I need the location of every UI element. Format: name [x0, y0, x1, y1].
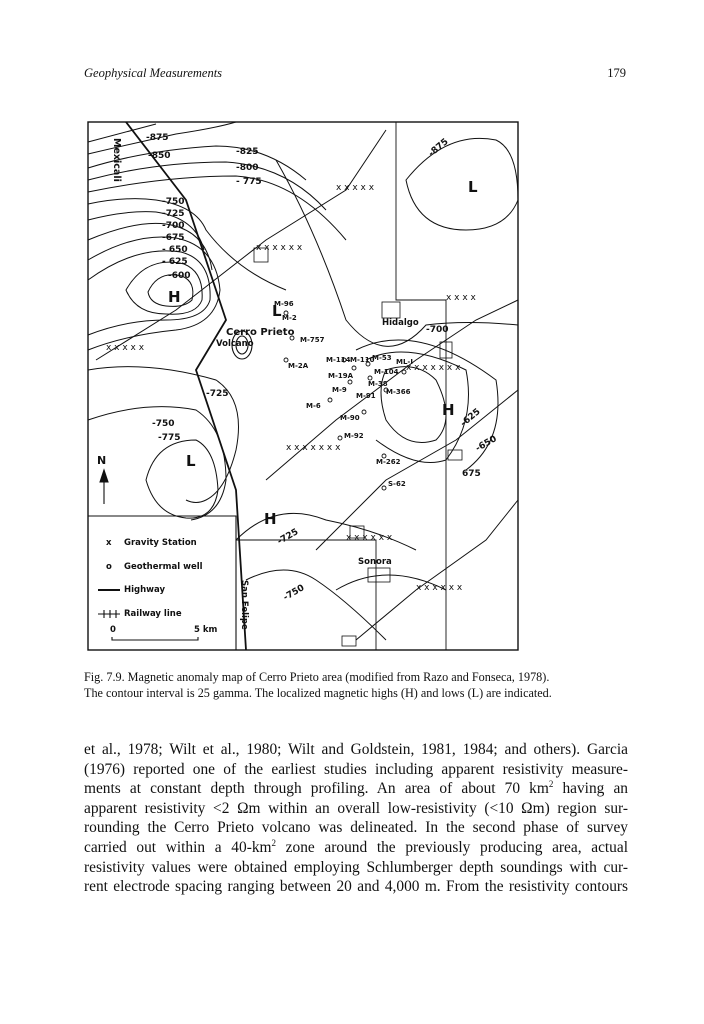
- label-m675: -675: [162, 233, 185, 243]
- well-ml1: ML-I: [396, 358, 413, 366]
- well-m9: M-9: [332, 386, 347, 394]
- figure-caption: [84, 669, 628, 701]
- svg-text:x x x x x x: x x x x x x: [256, 243, 303, 253]
- legend-well-symbol: o: [106, 562, 112, 572]
- well-m19a: M-19A: [328, 372, 354, 380]
- page-number: 179: [607, 66, 626, 80]
- label-m725-low: -725: [275, 527, 301, 548]
- marker-high-3: H: [264, 510, 277, 528]
- legend-highway-label: Highway: [124, 585, 166, 595]
- legend-railway-label: Railway line: [124, 609, 182, 619]
- well-m90: M-90: [340, 414, 360, 422]
- label-m625-right: -625: [458, 406, 483, 430]
- svg-text:x x x x x x: x x x x x x: [416, 583, 463, 593]
- svg-text:x x x x x x x: x x x x x x x: [406, 363, 461, 373]
- well-m2a: M-2A: [288, 362, 309, 370]
- well-m2: M-2: [282, 314, 297, 322]
- caption-line: The contour interval is 25 gamma. The localized magnetic highs (H) and lows (L) are indicated.: [84, 686, 552, 700]
- scale-bar: [112, 637, 198, 640]
- place-mexicali: Mexicali: [111, 138, 122, 182]
- label-m775-low: -775: [158, 433, 181, 443]
- label-m725: -725: [162, 209, 185, 219]
- body-line: rounding the Cerro Prieto volcano was delineated. In the second phase of survey: [84, 819, 628, 837]
- place-san-felipe: San Felipe: [239, 580, 249, 630]
- well-m262: M-262: [376, 458, 401, 466]
- body-line: et al., 1978; Wilt et al., 1980; Wilt and Goldstein, 1981, 1984; and others). Garcia: [84, 741, 628, 758]
- marker-high-2: H: [442, 401, 455, 419]
- well-m366: M-366: [386, 388, 411, 396]
- label-m875-right: -875: [426, 136, 451, 160]
- north-label: N: [97, 454, 107, 467]
- well-m757: M-757: [300, 336, 325, 344]
- north-arrow: [97, 454, 108, 504]
- svg-text:x x x x x x x: x x x x x x x: [286, 443, 341, 453]
- svg-text:x x x x x: x x x x x: [336, 183, 375, 193]
- legend-gravity-label: Gravity Station: [124, 538, 197, 548]
- label-m800: -800: [236, 163, 259, 173]
- body-line: (1976) reported one of the earliest studies including apparent resistivity measure-: [84, 760, 628, 778]
- svg-text:x x x x x x: x x x x x x: [346, 533, 393, 543]
- scale-zero: 0: [110, 625, 116, 635]
- label-m700-right: -700: [426, 325, 449, 335]
- body-line: carried out within a $40-km^2$ zone around the previously producing area, actual: [84, 837, 628, 856]
- well-m114: M-114: [326, 356, 351, 364]
- svg-text:x x x x x: x x x x x: [106, 343, 145, 353]
- label-m650: - 650: [162, 245, 188, 255]
- page-header: [84, 66, 626, 84]
- body-line: rent electrode spacing ranging between 20 and 4,000 m. From the resistivity contours: [84, 878, 628, 896]
- well-m104: M-104: [374, 368, 399, 376]
- label-m875: -875: [146, 133, 169, 143]
- well-s62: S-62: [388, 480, 406, 488]
- caption-line: Fig. 7.9. Magnetic anomaly map of Cerro Prieto area (modified from Razo and Fonseca, 1978).: [84, 670, 550, 684]
- label-675-right: 675: [462, 469, 481, 479]
- marker-low-1: L: [468, 178, 478, 196]
- body-paragraph: [84, 740, 628, 897]
- place-sonora: Sonora: [358, 557, 392, 567]
- place-hidalgo: Hidalgo: [382, 318, 419, 328]
- scale-five: 5 km: [194, 625, 218, 635]
- marker-low-2: L: [186, 452, 196, 470]
- label-m650-right: -650: [474, 434, 499, 455]
- well-m96: M-96: [274, 300, 294, 308]
- label-m725-mid: -725: [206, 389, 229, 399]
- body-line: ments at constant depth through profiling. An area of about 70 $km^2$ having an: [84, 779, 628, 798]
- well-m91: M-91: [356, 392, 376, 400]
- well-m92: M-92: [344, 432, 364, 440]
- label-m775: - 775: [236, 177, 262, 187]
- label-m825: -825: [236, 147, 259, 157]
- place-cerro-prieto: Cerro Prieto: [226, 327, 295, 338]
- body-line: apparent resistivity <2 Ωm within an overall low-resistivity (<10 Ωm) region sur-: [84, 799, 628, 817]
- label-m750-low: -750: [152, 419, 175, 429]
- label-m625: - 625: [162, 257, 188, 267]
- magnetic-anomaly-map: [86, 120, 520, 654]
- legend-well-label: Geothermal well: [124, 562, 203, 572]
- label-m600: -600: [168, 271, 191, 281]
- svg-text:x x x x: x x x x: [446, 293, 476, 303]
- legend-gravity-symbol: x: [106, 538, 112, 548]
- label-m850: -850: [148, 151, 171, 161]
- well-m6: M-6: [306, 402, 321, 410]
- label-m750-bottom: -750: [281, 583, 307, 604]
- marker-low-3: L: [272, 302, 282, 320]
- well-m110: M-110: [350, 356, 375, 364]
- running-title: Geophysical Measurements: [84, 66, 223, 80]
- label-m700: -700: [162, 221, 185, 231]
- label-m750: -750: [162, 197, 185, 207]
- place-volcano: Volcano: [216, 339, 254, 349]
- well-m53: M-53: [372, 354, 392, 362]
- marker-high-1: H: [168, 288, 181, 306]
- legend: [106, 538, 218, 635]
- well-m38: M-38: [368, 380, 388, 388]
- body-line: resistivity values were obtained employing Schlumberger depth soundings with cur-: [84, 858, 628, 876]
